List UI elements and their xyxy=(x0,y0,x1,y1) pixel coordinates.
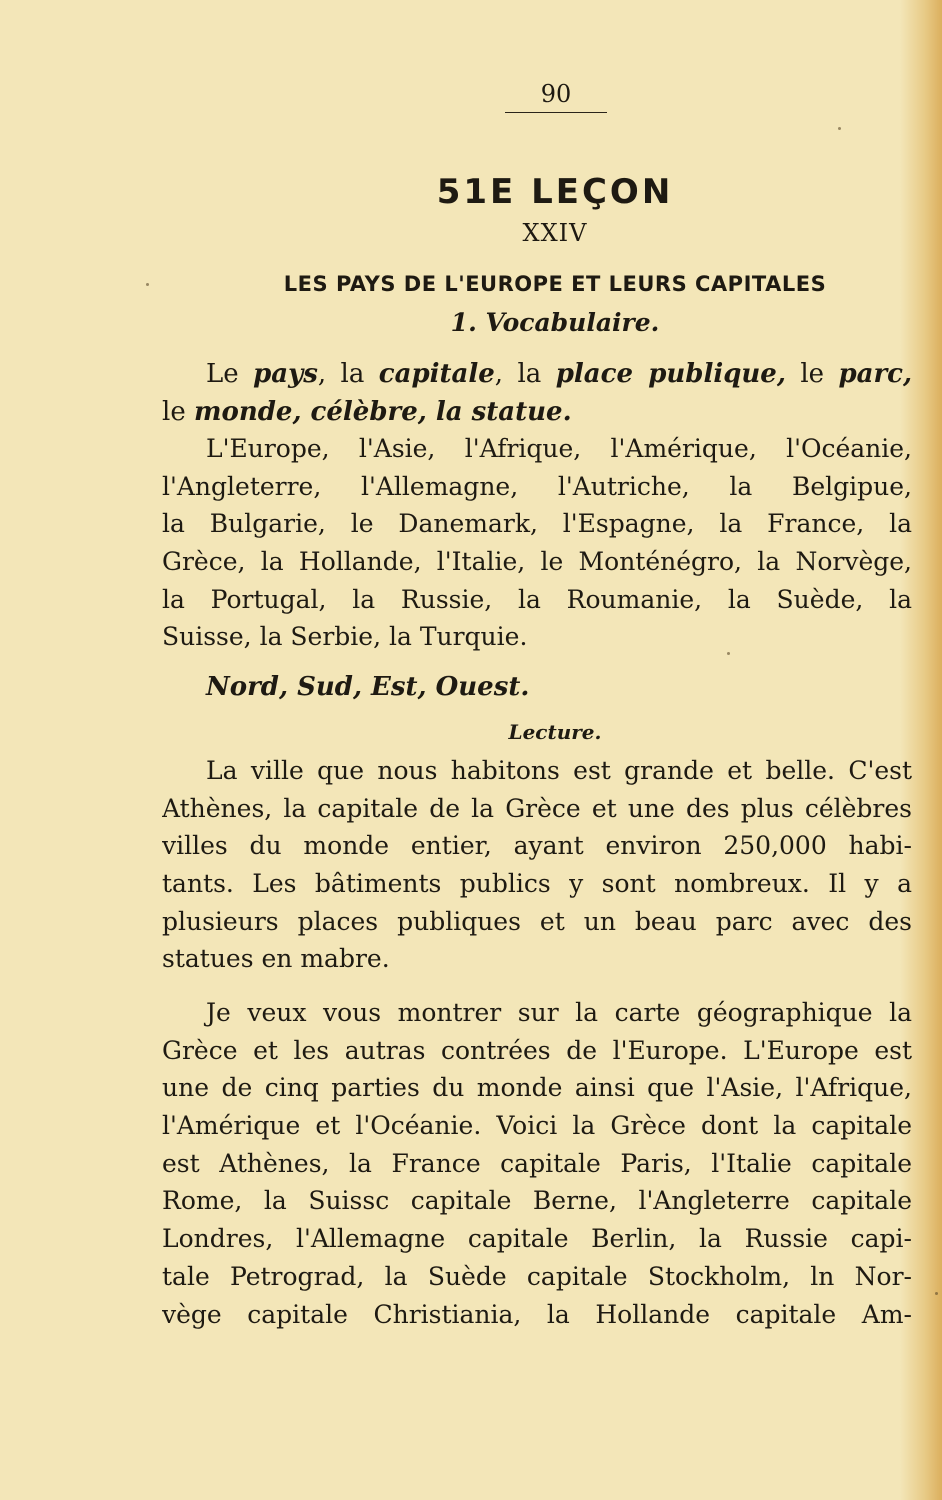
text-line: plusieurs places publiques et un beau parc avec des xyxy=(162,906,912,936)
chapter-numeral: XXIV xyxy=(522,219,588,247)
reading-paragraph-2 xyxy=(162,994,912,1333)
paper-speck xyxy=(727,652,730,655)
text-line: Grèce et les autras contrées de l'Europe. L'Europe est xyxy=(162,1035,912,1065)
text-line: tale Petrograd, la Suède capitale Stockholm, ln Nor- xyxy=(162,1261,912,1291)
vocabulary-subheading: 1. Vocabulaire. xyxy=(450,308,660,337)
vocab-word: pays xyxy=(253,359,318,389)
paper-speck xyxy=(838,127,841,130)
vocab-word: parc, xyxy=(838,359,912,389)
vocab-word: capitale xyxy=(378,359,495,389)
text-line: est Athènes, la France capitale Paris, l'Italie capitale xyxy=(162,1148,912,1178)
paper-speck xyxy=(935,1292,938,1295)
text-line: statues en mabre. xyxy=(162,944,390,974)
page-number-rule xyxy=(505,112,607,113)
text-line: vège capitale Christiania, la Hollande capitale Am- xyxy=(162,1299,912,1329)
text-line: une de cinq parties du monde ainsi que l'Asie, l'Afrique, xyxy=(162,1073,912,1103)
vocab-word: le xyxy=(800,359,825,389)
compass-directions: Nord, Sud, Est, Ouest. xyxy=(206,672,530,702)
vocab-word: , la xyxy=(317,359,365,389)
lesson-title: 51E LEÇON xyxy=(436,172,674,212)
text-line: Rome, la Suissc capitale Berne, l'Angleterre capitale xyxy=(162,1186,912,1216)
reading-title: Lecture. xyxy=(508,720,602,744)
section-heading: LES PAYS DE L'EUROPE ET LEURS CAPITALES xyxy=(283,272,827,296)
vocab-word: Le xyxy=(206,359,239,389)
text-line: la Portugal, la Russie, la Roumanie, la Suède, la xyxy=(162,584,912,614)
vocabulary-block xyxy=(162,356,912,431)
reading-paragraph-1 xyxy=(162,752,912,978)
vocabulary-line xyxy=(162,356,912,394)
text-line: Je veux vous montrer sur la carte géographique la xyxy=(206,998,912,1027)
vocab-word: , la xyxy=(494,359,542,389)
vocab-word: le xyxy=(162,396,186,427)
text-line: Grèce, la Hollande, l'Italie, le Monténégro, la Norvège, xyxy=(162,547,912,577)
text-line: L'Europe, l'Asie, l'Afrique, l'Amérique, l'Océanie, xyxy=(206,434,912,463)
page-number: 90 xyxy=(540,80,572,108)
text-line: Athènes, la capitale de la Grèce et une des plus célèbres xyxy=(162,793,912,823)
text-line: l'Amérique et l'Océanie. Voici la Grèce dont la capitale xyxy=(162,1111,912,1141)
text-line: villes du monde entier, ayant environ 250,000 habi- xyxy=(162,831,912,861)
text-line: Londres, l'Allemagne capitale Berlin, la Russie capi- xyxy=(162,1224,912,1254)
text-line: tants. Les bâtiments publics y sont nombreux. Il y a xyxy=(162,869,912,899)
text-line: La ville que nous habitons est grande et belle. C'est xyxy=(206,756,912,785)
text-line: l'Angleterre, l'Allemagne, l'Autriche, la Belgipue, xyxy=(162,471,912,501)
text-line: la Bulgarie, le Danemark, l'Espagne, la France, la xyxy=(162,509,912,539)
vocab-word: monde, célèbre, la statue. xyxy=(193,396,572,427)
countries-paragraph xyxy=(162,430,912,656)
paper-speck xyxy=(146,283,149,286)
vocab-word: place publique, xyxy=(555,359,786,389)
vocabulary-line xyxy=(162,394,912,432)
text-line: Suisse, la Serbie, la Turquie. xyxy=(162,622,528,652)
